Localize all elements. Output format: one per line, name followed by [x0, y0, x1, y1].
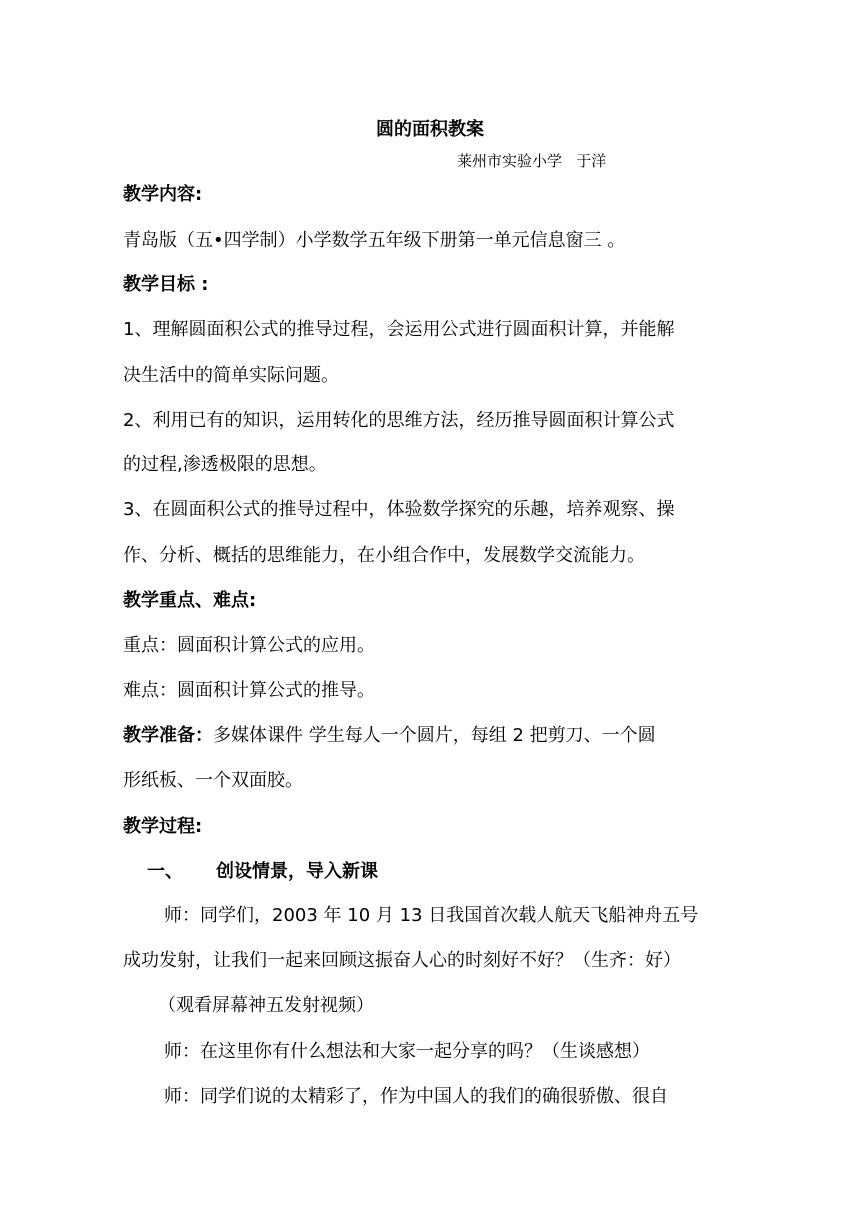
content-heading: 教学内容:: [123, 184, 203, 205]
key-point: 重点：圆面积计算公式的应用。: [123, 635, 375, 656]
goal-line: 的过程,渗透极限的思想。: [123, 454, 327, 475]
prep-text-continued: 形纸板、一个双面胶。: [123, 770, 303, 791]
section-number: 一、: [147, 861, 183, 882]
author-line: 莱州市实验小学 于洋: [457, 152, 607, 170]
paragraph-line: （观看屏幕神五发射视频）: [158, 995, 374, 1016]
paragraph-line: 师：同学们说的太精彩了，作为中国人的我们的确很骄傲、很自: [164, 1086, 668, 1107]
goal-line: 2、利用已有的知识，运用转化的思维方法，经历推导圆面积计算公式: [123, 410, 675, 431]
goals-heading: 教学目标 :: [123, 274, 209, 295]
key-heading: 教学重点、难点:: [123, 590, 257, 611]
goal-line: 1、理解圆面积公式的推导过程，会运用公式进行圆面积计算，并能解: [123, 319, 675, 340]
section-title: 创设情景，导入新课: [216, 861, 378, 882]
goal-line: 决生活中的简单实际问题。: [123, 365, 339, 386]
goal-line: 作、分析、概括的思维能力，在小组合作中，发展数学交流能力。: [123, 545, 645, 566]
document-title: 圆的面积教案: [376, 119, 484, 140]
process-heading: 教学过程:: [123, 816, 203, 837]
paragraph-line: 师：在这里你有什么想法和大家一起分享的吗？（生谈感想）: [164, 1041, 650, 1062]
content-text: 青岛版（五•四学制）小学数学五年级下册第一单元信息窗三 。: [123, 230, 626, 251]
prep-label: 教学准备：: [123, 725, 213, 746]
paragraph-line: 成功发射，让我们一起来回顾这振奋人心的时刻好不好？（生齐：好）: [123, 950, 681, 971]
difficult-point: 难点：圆面积计算公式的推导。: [123, 680, 375, 701]
prep-line: [123, 724, 656, 748]
paragraph-line: 师：同学们，2003 年 10 月 13 日我国首次载人航天飞船神舟五号: [164, 905, 699, 926]
prep-text: 多媒体课件 学生每人一个圆片，每组 2 把剪刀、一个圆: [213, 725, 656, 746]
goal-line: 3、在圆面积公式的推导过程中，体验数学探究的乐趣，培养观察、操: [123, 499, 675, 520]
